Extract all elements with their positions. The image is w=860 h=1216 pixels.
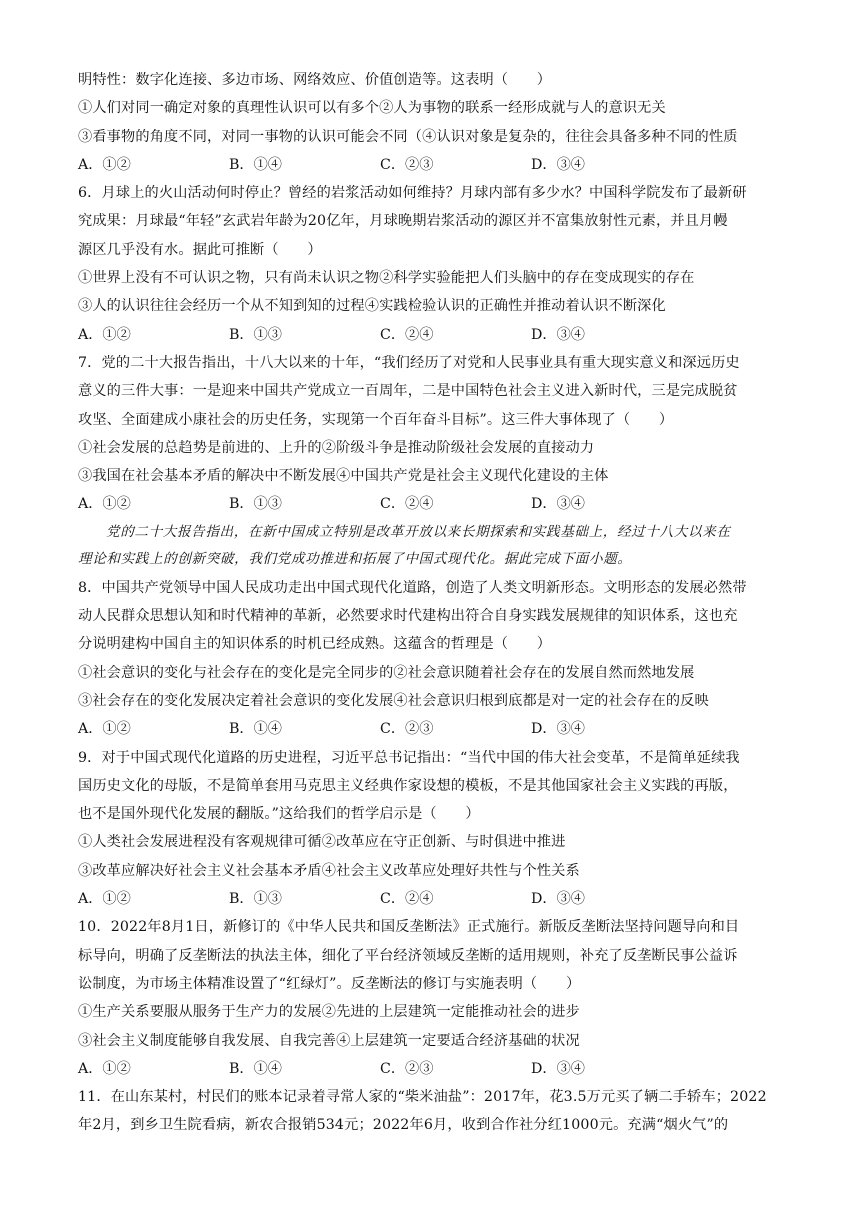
answer-options xyxy=(78,490,802,518)
statement-line: ①人类社会发展进程没有客观规律可循②改革应在守正创新、与时俱进中推进 xyxy=(78,834,566,851)
statement-line: ①社会发展的总趋势是前进的、上升的②阶级斗争是推动阶级社会发展的直接动力 xyxy=(78,439,595,456)
option-d: D．③④ xyxy=(531,1060,585,1077)
reading-material xyxy=(78,519,802,574)
question-stem: 究成果：月球最“年轻”玄武岩年龄为20亿年，月球晚期岩浆活动的源区并不富集放射性元素，并且月幔 xyxy=(78,213,728,230)
material-text: 理论和实践上的创新突破，我们党成功推进和拓展了中国式现代化。据此完成下面小题。 xyxy=(78,551,632,568)
question-11 xyxy=(78,1083,802,1140)
question-stem: 讼制度，为市场主体精准设置了“红绿灯”。反垄断法的修订与实施表明（ ） xyxy=(78,975,581,992)
question-10 xyxy=(78,913,802,1083)
option-b: B．①④ xyxy=(229,721,282,738)
question-stem: 年2月，到乡卫生院看病，新农合报销534元；2022年6月，收到合作社分红1000元。充满“烟火气”的 xyxy=(78,1117,729,1134)
answer-options xyxy=(78,885,802,913)
question-5-tail xyxy=(78,66,802,179)
statement-line: ③我国在社会基本矛盾的解决中不断发展④中国共产党是社会主义现代化建设的主体 xyxy=(78,468,609,485)
statement-line: ③人的认识往往会经历一个从不知到知的过程④实践检验认识的正确性并推动着认识不断深化 xyxy=(78,298,666,315)
option-b: B．①④ xyxy=(229,1060,282,1077)
statement-line: ③社会存在的变化发展决定着社会意识的变化发展④社会意识归根到底都是对一定的社会存在的反映 xyxy=(78,692,709,709)
option-a: A．①② xyxy=(78,721,131,738)
option-d: D．③④ xyxy=(531,891,585,908)
statement-line: ①社会意识的变化与社会存在的变化是完全同步的②社会意识随着社会存在的发展自然而然地发展 xyxy=(78,664,695,681)
question-stem: 11．在山东某村，村民们的账本记录着寻常人家的“柴米油盐”：2017年，花3.5万元买了辆二手轿车；2022 xyxy=(78,1089,767,1106)
option-d: D．③④ xyxy=(531,156,585,173)
question-stem: 国历史文化的母版，不是简单套用马克思主义经典作家设想的模板，不是其他国家社会主义实践的再版， xyxy=(78,777,738,794)
question-stem: 分说明建构中国自主的知识体系的时机已经成熟。这蕴含的哲理是（ ） xyxy=(78,636,552,653)
option-c: C．②③ xyxy=(380,156,434,173)
statement-line: ③社会主义制度能够自我发展、自我完善④上层建筑一定要适合经济基础的状况 xyxy=(78,1032,580,1049)
option-d: D．③④ xyxy=(531,326,585,343)
option-c: C．②③ xyxy=(380,1060,434,1077)
option-a: A．①② xyxy=(78,496,131,513)
question-stem: 10．2022年8月1日，新修订的《中华人民共和国反垄断法》正式施行。新版反垄断法坚持问题导向和目 xyxy=(78,919,740,936)
option-d: D．③④ xyxy=(531,721,585,738)
option-c: C．②④ xyxy=(380,326,434,343)
answer-options xyxy=(78,321,802,349)
material-text: 党的二十大报告指出，在新中国成立特别是改革开放以来长期探索和实践基础上，经过十八大以来在 xyxy=(106,523,731,540)
option-a: A．①② xyxy=(78,326,131,343)
option-b: B．①③ xyxy=(229,496,282,513)
answer-options xyxy=(78,151,802,179)
question-stem: 意义的三件大事：一是迎来中国共产党成立一百周年，二是中国特色社会主义进入新时代，三是完成脱贫 xyxy=(78,383,738,400)
option-b: B．①③ xyxy=(229,891,282,908)
question-stem: 标导向，明确了反垄断法的执法主体，细化了平台经济领域反垄断的适用规则，补充了反垄断民事公益诉 xyxy=(78,947,738,964)
statement-line: ①世界上没有不可认识之物，只有尚未认识之物②科学实验能把人们头脑中的存在变成现实的存在 xyxy=(78,270,695,287)
statement-line: ①生产关系要服从服务于生产力的发展②先进的上层建筑一定能推动社会的进步 xyxy=(78,1004,580,1021)
statement-line: ①人们对同一确定对象的真理性认识可以有多个②人为事物的联系一经形成就与人的意识无关 xyxy=(78,100,666,117)
question-stem: 8．中国共产党领导中国人民成功走出中国式现代化道路，创造了人类文明新形态。文明形态的发展必然带 xyxy=(78,579,747,596)
option-a: A．①② xyxy=(78,1060,131,1077)
answer-options xyxy=(78,1055,802,1083)
question-stem: 6．月球上的火山活动何时停止？曾经的岩浆活动如何维持？月球内部有多少水？中国科学院发布了最新研 xyxy=(78,185,747,202)
option-d: D．③④ xyxy=(531,496,585,513)
question-9 xyxy=(78,744,802,914)
statement-line: ③改革应解决好社会主义社会基本矛盾④社会主义改革应处理好共性与个性关系 xyxy=(78,862,580,879)
question-stem: 7．党的二十大报告指出，十八大以来的十年，“我们经历了对党和人民事业具有重大现实意义和深远历史 xyxy=(78,354,740,371)
option-c: C．②③ xyxy=(380,721,434,738)
question-stem: 源区几乎没有水。据此可推断（ ） xyxy=(78,241,322,258)
question-8 xyxy=(78,574,802,744)
question-stem: 动人民群众思想认知和时代精神的革新，必然要求时代建构出符合自身实践发展规律的知识体系，这也充 xyxy=(78,608,738,625)
option-a: A．①② xyxy=(78,891,131,908)
question-stem: 明特性：数字化连接、多边市场、网络效应、价值创造等。这表明（ ） xyxy=(78,72,552,88)
question-stem: 攻坚、全面建成小康社会的历史任务，实现第一个百年奋斗目标”。这三件大事体现了（ ） xyxy=(78,411,674,428)
question-stem: 9．对于中国式现代化道路的历史进程，习近平总书记指出：“当代中国的伟大社会变革，不是简单延续我 xyxy=(78,749,740,766)
option-c: C．②④ xyxy=(380,891,434,908)
option-a: A．①② xyxy=(78,156,131,173)
option-b: B．①③ xyxy=(229,326,282,343)
question-stem: 也不是国外现代化发展的翻版。”这给我们的哲学启示是（ ） xyxy=(78,806,480,823)
option-c: C．②④ xyxy=(380,496,434,513)
option-b: B．①④ xyxy=(229,156,282,173)
statement-line: ③看事物的角度不同，对同一事物的认识可能会不同（④认识对象是复杂的，往往会具备多种不同的性质 xyxy=(78,128,738,145)
answer-options xyxy=(78,715,802,743)
question-7 xyxy=(78,349,802,519)
question-6 xyxy=(78,179,802,349)
